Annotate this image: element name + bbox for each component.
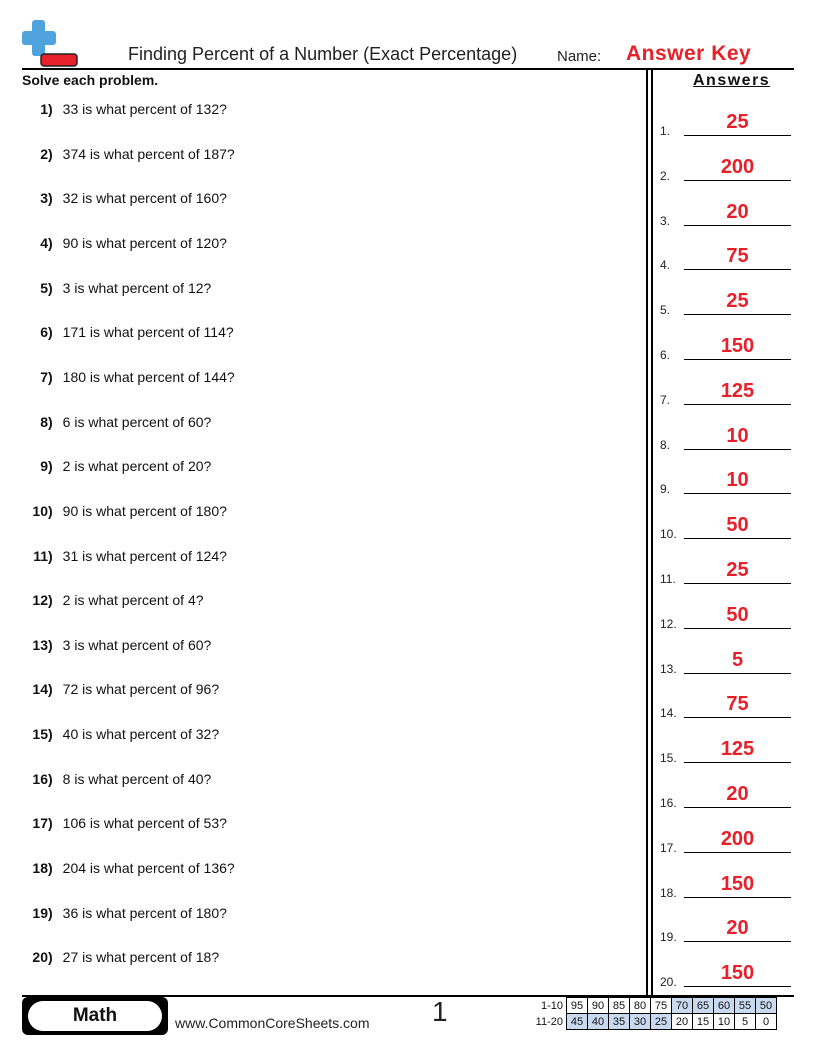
question-text: 36 is what percent of 180? [62, 904, 227, 921]
score-cell: 85 [609, 998, 630, 1014]
question-text: 8 is what percent of 40? [62, 770, 212, 787]
answer-line [684, 538, 791, 539]
answer-value: 20 [726, 917, 749, 940]
answer-line [684, 404, 791, 405]
question-text: 171 is what percent of 114? [62, 324, 234, 341]
answer-line [684, 941, 791, 942]
answer-line [684, 359, 791, 360]
answer-number: 5. [660, 303, 671, 318]
answer-row [660, 636, 795, 676]
answer-value: 200 [720, 155, 755, 178]
answer-row [660, 725, 795, 765]
question-row [22, 190, 622, 210]
answer-row [660, 546, 795, 586]
answer-line [684, 449, 791, 450]
answer-row [660, 904, 795, 944]
answer-row [660, 815, 795, 855]
answer-line [684, 493, 791, 494]
question-number-paren: ) [48, 234, 53, 251]
question-number: 14 [32, 681, 48, 698]
question-number: 17 [32, 815, 48, 832]
score-cell: 0 [756, 1014, 777, 1030]
answer-row [660, 367, 795, 407]
answer-line [684, 314, 791, 315]
answer-number: 10. [660, 527, 677, 542]
question-number-paren: ) [48, 770, 53, 787]
answer-row [660, 232, 795, 272]
question-number-paren: ) [48, 681, 53, 698]
question-row [22, 592, 622, 612]
question-row [22, 548, 622, 568]
score-row-label: 1-10 [540, 999, 563, 1012]
question-row [22, 414, 622, 434]
answer-line [684, 269, 791, 270]
score-cell: 25 [651, 1014, 672, 1030]
answer-number: 15. [660, 751, 677, 766]
question-number-paren: ) [48, 636, 53, 653]
name-label: Name: [557, 48, 602, 65]
answer-number: 7. [660, 392, 671, 407]
question-number: 9 [40, 458, 48, 475]
score-cell: 40 [588, 1014, 609, 1030]
question-text: 90 is what percent of 180? [62, 502, 227, 519]
question-text: 3 is what percent of 60? [62, 636, 212, 653]
question-number-paren: ) [48, 145, 53, 162]
answer-line [684, 762, 791, 763]
score-cell: 55 [735, 998, 756, 1014]
question-text: 3 is what percent of 12? [62, 279, 212, 296]
plus-minus-logo-icon [22, 20, 80, 70]
question-number-paren: ) [48, 949, 53, 966]
question-row [22, 503, 622, 523]
answer-row [660, 98, 795, 138]
answer-number: 20. [660, 975, 677, 990]
answer-row [660, 322, 795, 362]
question-row [22, 369, 622, 389]
score-row [529, 998, 777, 1014]
question-text: 90 is what percent of 120? [62, 234, 227, 251]
answer-line [684, 135, 791, 136]
score-cell: 10 [714, 1014, 735, 1030]
answer-value: 150 [720, 335, 755, 357]
question-row [22, 458, 622, 478]
question-number-paren: ) [48, 324, 53, 341]
question-row [22, 324, 622, 344]
answer-number: 6. [660, 348, 671, 362]
question-number-paren: ) [48, 592, 53, 609]
question-row [22, 771, 622, 791]
answer-line [684, 628, 791, 629]
score-cell: 50 [756, 998, 777, 1014]
question-number: 16 [32, 770, 48, 787]
instructions: Solve each problem. [22, 72, 159, 88]
score-cell: 75 [651, 998, 672, 1014]
question-text: 72 is what percent of 96? [62, 681, 220, 698]
score-cell: 65 [693, 998, 714, 1014]
question-text: 180 is what percent of 144? [62, 368, 235, 385]
score-cell: 95 [567, 998, 588, 1014]
question-number: 1 [40, 101, 48, 117]
answer-row [660, 591, 795, 631]
question-row [22, 681, 622, 701]
score-row-label: 11-20 [535, 1015, 563, 1028]
answer-value: 10 [726, 469, 749, 492]
worksheet-title: Finding Percent of a Number (Exact Percentage) [128, 44, 518, 64]
column-divider [646, 69, 648, 995]
answer-number: 14. [660, 706, 677, 721]
answer-line [684, 897, 791, 898]
answer-number: 19. [660, 930, 677, 945]
question-number-paren: ) [48, 726, 53, 743]
question-text: 40 is what percent of 32? [62, 726, 220, 743]
subject-label: Math [28, 1001, 162, 1031]
score-cell: 70 [672, 998, 693, 1014]
answer-line [684, 807, 791, 808]
answer-value: 75 [726, 693, 749, 716]
question-text: 33 is what percent of 132? [62, 101, 227, 117]
answer-line [684, 180, 791, 181]
answer-number: 12. [660, 616, 677, 631]
question-number: 3 [40, 190, 48, 207]
question-row [22, 146, 622, 166]
answer-value: 150 [720, 872, 755, 895]
question-number-paren: ) [48, 413, 53, 430]
answer-row [660, 949, 795, 989]
score-cell: 45 [567, 1014, 588, 1030]
answer-row [660, 501, 795, 541]
answer-row [660, 412, 795, 452]
answer-number: 18. [660, 885, 677, 900]
question-number: 11 [33, 547, 48, 564]
question-number: 12 [32, 592, 48, 609]
question-number: 2 [40, 145, 48, 162]
question-number-paren: ) [48, 101, 53, 117]
question-text: 106 is what percent of 53? [62, 815, 227, 832]
question-row [22, 280, 622, 300]
score-cell: 60 [714, 998, 735, 1014]
answer-number: 3. [660, 213, 671, 228]
question-text: 27 is what percent of 18? [62, 949, 220, 966]
answers-header: Answers [693, 72, 771, 89]
question-row [22, 860, 622, 880]
answer-row [660, 680, 795, 720]
question-number-paren: ) [48, 815, 53, 832]
answer-number: 11. [660, 572, 676, 586]
question-row [22, 905, 622, 925]
answer-line [684, 986, 791, 987]
answer-value: 25 [726, 290, 749, 313]
answer-row [660, 277, 795, 317]
question-row [22, 815, 622, 835]
question-number: 4 [40, 234, 48, 251]
answer-line [684, 852, 791, 853]
answer-row [660, 188, 795, 228]
score-cell: 20 [672, 1014, 693, 1030]
question-number: 18 [32, 860, 48, 877]
question-number: 6 [40, 324, 48, 341]
question-number: 5 [40, 279, 48, 296]
answer-key-label: Answer Key [626, 42, 752, 65]
header-divider [22, 68, 794, 70]
score-table [529, 997, 777, 1030]
answer-row [660, 143, 795, 183]
question-number-paren: ) [48, 368, 53, 385]
score-cell: 5 [735, 1014, 756, 1030]
answer-value: 25 [726, 559, 749, 581]
question-row [22, 726, 622, 746]
answer-value: 125 [720, 738, 755, 761]
page-number: 1 [432, 996, 448, 1027]
answer-number: 16. [660, 796, 677, 810]
answer-value: 10 [726, 424, 749, 447]
question-text: 204 is what percent of 136? [62, 860, 235, 877]
answer-value: 5 [731, 648, 744, 671]
question-number-paren: ) [48, 860, 53, 877]
score-cell: 90 [588, 998, 609, 1014]
answer-value: 20 [726, 783, 749, 805]
column-divider [651, 69, 653, 995]
answer-number: 2. [660, 168, 671, 183]
answer-line [684, 583, 791, 584]
question-number: 7 [40, 368, 48, 385]
question-text: 2 is what percent of 4? [62, 592, 204, 609]
question-number-paren: ) [48, 547, 53, 564]
answer-value: 25 [726, 111, 749, 133]
answer-value: 200 [720, 827, 755, 850]
score-row [529, 1014, 777, 1030]
score-cell: 35 [609, 1014, 630, 1030]
answer-line [684, 673, 791, 674]
website-url: www.CommonCoreSheets.com [175, 1015, 370, 1031]
answer-number: 1. [660, 124, 671, 138]
answer-value: 20 [726, 200, 749, 223]
score-cell: 15 [693, 1014, 714, 1030]
score-cell: 30 [630, 1014, 651, 1030]
question-number: 15 [32, 726, 48, 743]
answer-value: 75 [726, 245, 749, 268]
question-text: 32 is what percent of 160? [62, 190, 227, 207]
question-number: 13 [32, 636, 48, 653]
question-row [22, 637, 622, 657]
answer-line [684, 225, 791, 226]
answer-number: 4. [660, 258, 671, 273]
answer-row [660, 770, 795, 810]
question-row [22, 235, 622, 255]
question-number: 19 [32, 904, 48, 921]
answer-number: 13. [660, 661, 677, 676]
question-number-paren: ) [48, 904, 53, 921]
question-number: 8 [40, 413, 48, 430]
question-row [22, 949, 622, 969]
question-number-paren: ) [48, 190, 53, 207]
question-row [22, 101, 622, 121]
question-text: 2 is what percent of 20? [62, 458, 212, 475]
answer-number: 17. [660, 840, 677, 855]
score-cell: 80 [630, 998, 651, 1014]
answer-number: 8. [660, 437, 671, 452]
answer-value: 125 [720, 379, 755, 402]
answer-value: 150 [720, 962, 755, 985]
question-text: 31 is what percent of 124? [62, 547, 227, 564]
question-number-paren: ) [48, 502, 53, 519]
answer-line [684, 717, 791, 718]
question-number-paren: ) [48, 279, 53, 296]
question-number: 20 [32, 949, 48, 966]
subject-badge [22, 997, 168, 1035]
question-number-paren: ) [48, 458, 53, 475]
question-text: 6 is what percent of 60? [62, 413, 212, 430]
answer-value: 50 [726, 603, 749, 626]
answer-number: 9. [660, 482, 671, 497]
question-text: 374 is what percent of 187? [62, 145, 235, 162]
question-number: 10 [32, 502, 48, 519]
answer-value: 50 [726, 514, 749, 537]
answer-row [660, 456, 795, 496]
answer-row [660, 860, 795, 900]
